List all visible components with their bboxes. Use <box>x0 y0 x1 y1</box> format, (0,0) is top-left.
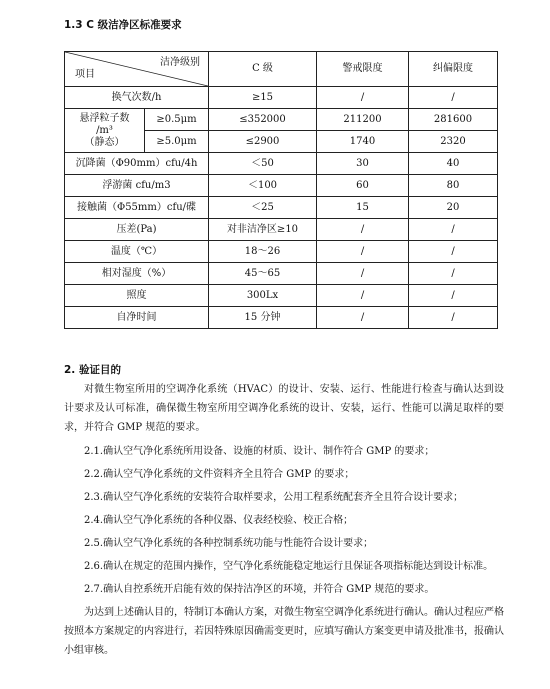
cell-action: / <box>409 307 498 329</box>
cell-action: / <box>409 219 498 241</box>
col-header-c: C 级 <box>209 52 317 87</box>
closing-paragraph: 为达到上述确认目的，特制订本确认方案，对微生物室空调净化系统进行确认。确认过程应严格按照本方案规定的内容进行，若因特殊原因确需变更时，应填写确认方案变更申请及批准书，报确认小组审核。 <box>64 607 504 656</box>
cell-c: ＜50 <box>209 153 317 175</box>
cell-action: 20 <box>409 197 498 219</box>
cell-c: ≥15 <box>209 87 317 109</box>
table-row <box>65 219 498 241</box>
cell-c: 45～65 <box>209 263 317 285</box>
cell-c: 15 分钟 <box>209 307 317 329</box>
cell-alert: 30 <box>317 153 409 175</box>
cell-alert: 211200 <box>317 109 409 131</box>
cell-action: 281600 <box>409 109 498 131</box>
table-row <box>65 241 498 263</box>
list-item: 2.3.确认空气净化系统的安装符合取样要求，公用工程系统配套齐全且符合设计要求； <box>84 492 464 503</box>
row-label: 沉降菌（Φ90mm）cfu/4h <box>65 153 209 175</box>
table-row <box>65 175 498 197</box>
diagonal-header-cell <box>65 52 209 87</box>
verification-purpose-text <box>64 380 504 665</box>
table-row <box>65 307 498 329</box>
list-item: 2.1.确认空气净化系统所用设备、设施的材质、设计、制作符合 GMP 的要求； <box>84 446 435 457</box>
cell-c: ≤352000 <box>209 109 317 131</box>
col-header-action: 纠偏限度 <box>409 52 498 87</box>
particle-size: ≥0.5μm <box>145 109 209 131</box>
list-item: 2.6.确认在规定的范围内操作，空气净化系统能稳定地运行且保证各项指标能达到设计标准。 <box>84 561 494 572</box>
cell-c: 18～26 <box>209 241 317 263</box>
cell-action: 80 <box>409 175 498 197</box>
intro-paragraph: 对微生物室所用的空调净化系统（HVAC）的设计、安装、运行、性能进行检查与确认达到设计要求及认可标准，确保微生物室所用空调净化系统的设计、安装，运行、性能可以满足取样的要求，并符合 GMP 规范的要求。 <box>64 384 504 433</box>
cell-c: 300Lx <box>209 285 317 307</box>
header-grade-label: 洁净级别 <box>160 57 200 68</box>
cell-action: / <box>409 263 498 285</box>
particle-size: ≥5.0μm <box>145 131 209 153</box>
row-label: 换气次数/h <box>65 87 209 109</box>
row-label: 压差(Pa) <box>65 219 209 241</box>
cell-alert: / <box>317 87 409 109</box>
cell-c: 对非洁净区≥10 <box>209 219 317 241</box>
list-item: 2.7.确认自控系统开启能有效的保持洁净区的环境，并符合 GMP 规范的要求。 <box>84 584 435 595</box>
row-label: 接触菌（Φ55mm）cfu/碟 <box>65 197 209 219</box>
cell-c: ≤2900 <box>209 131 317 153</box>
cell-alert: / <box>317 307 409 329</box>
col-header-alert: 警戒限度 <box>317 52 409 87</box>
cell-c: ＜100 <box>209 175 317 197</box>
cell-alert: / <box>317 241 409 263</box>
section2-title: 2. 验证目的 <box>64 364 121 376</box>
section-title: 1.3 C 级洁净区标准要求 <box>64 19 182 31</box>
cell-alert: / <box>317 285 409 307</box>
table-row <box>65 109 498 131</box>
particles-label-line3: （静态） <box>84 136 125 148</box>
row-label: 照度 <box>65 285 209 307</box>
list-item: 2.5.确认空气净化系统的各种控制系统功能与性能符合设计要求； <box>84 538 374 549</box>
table-header-row <box>65 52 498 87</box>
particles-label-line1: 悬浮粒子数 <box>79 112 130 124</box>
cell-alert: / <box>317 263 409 285</box>
cell-action: / <box>409 241 498 263</box>
particles-label-line2: /m³ <box>96 124 113 136</box>
header-item-label: 项目 <box>75 69 95 80</box>
row-label: 浮游菌 cfu/m3 <box>65 175 209 197</box>
cell-alert: 60 <box>317 175 409 197</box>
row-label: 温度（℃） <box>65 241 209 263</box>
cleanroom-standards-table <box>64 51 498 329</box>
cell-action: 40 <box>409 153 498 175</box>
cell-alert: 1740 <box>317 131 409 153</box>
list-item: 2.4.确认空气净化系统的各种仪器、仪表经校验、校正合格； <box>84 515 354 526</box>
row-label: 自净时间 <box>65 307 209 329</box>
table-row <box>65 197 498 219</box>
particles-label-cell <box>65 109 145 153</box>
row-label: 相对湿度（%） <box>65 263 209 285</box>
table-row <box>65 285 498 307</box>
table-row <box>65 153 498 175</box>
table-row <box>65 263 498 285</box>
cell-c: ＜25 <box>209 197 317 219</box>
cell-alert: 15 <box>317 197 409 219</box>
cell-action: / <box>409 285 498 307</box>
cell-alert: / <box>317 219 409 241</box>
cell-action: 2320 <box>409 131 498 153</box>
cell-action: / <box>409 87 498 109</box>
list-item: 2.2.确认空气净化系统的文件资料齐全且符合 GMP 的要求； <box>84 469 355 480</box>
table-row <box>65 87 498 109</box>
